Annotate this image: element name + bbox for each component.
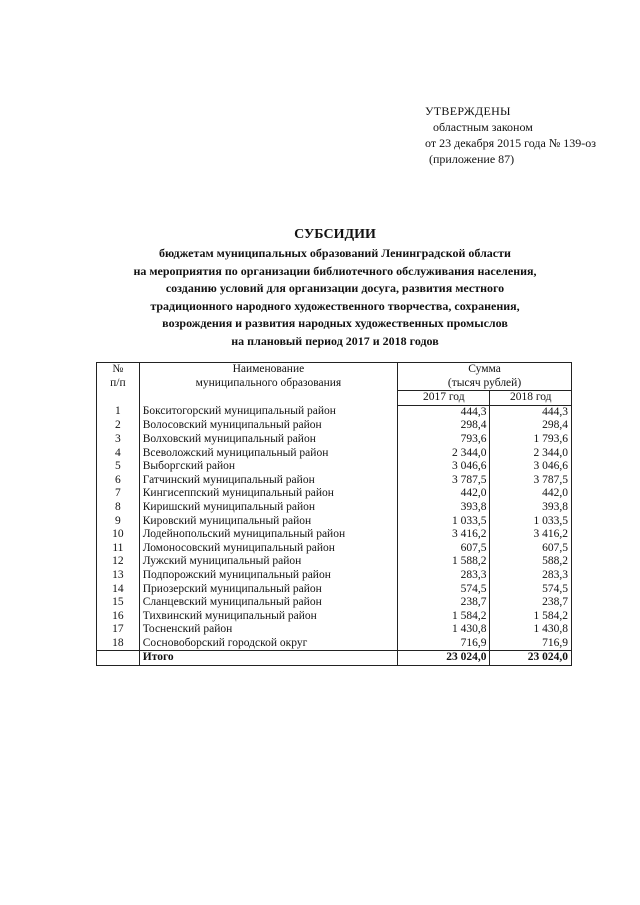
approval-title: УТВЕРЖДЕНЫ: [425, 104, 511, 118]
document-subtitle-line: на мероприятия по организации библиотечного обслуживания населения,: [133, 263, 537, 278]
row-name: Бокситогорский муниципальный район: [139, 405, 397, 419]
total-2017: 23 024,0: [398, 651, 490, 666]
document-title-block: [90, 226, 580, 350]
row-value-2017: 793,6: [398, 433, 490, 447]
total-number-cell: [97, 651, 140, 666]
subsidies-table: [96, 362, 572, 666]
row-value-2018: 283,3: [490, 569, 572, 583]
row-name: Выборгский район: [139, 460, 397, 474]
row-value-2018: 393,8: [490, 501, 572, 515]
header-sum-line1: Сумма: [468, 363, 501, 375]
row-number: 17: [97, 623, 140, 637]
total-label: Итого: [139, 651, 397, 666]
table-row: [97, 433, 572, 447]
table-row: [97, 501, 572, 515]
row-value-2018: 298,4: [490, 419, 572, 433]
row-name: Кингисеппский муниципальный район: [139, 487, 397, 501]
total-row: [97, 651, 572, 666]
row-value-2018: 1 430,8: [490, 623, 572, 637]
row-value-2017: 298,4: [398, 419, 490, 433]
row-number: 11: [97, 542, 140, 556]
table-row: [97, 419, 572, 433]
row-value-2017: 2 344,0: [398, 447, 490, 461]
document-title: СУБСИДИИ: [294, 227, 376, 242]
header-name-line2: муниципального образования: [195, 376, 342, 389]
row-value-2018: 1 033,5: [490, 515, 572, 529]
row-number: 9: [97, 515, 140, 529]
row-value-2017: 442,0: [398, 487, 490, 501]
row-value-2017: 238,7: [398, 596, 490, 610]
row-value-2018: 607,5: [490, 542, 572, 556]
table-body: [97, 405, 572, 651]
row-value-2018: 1 584,2: [490, 610, 572, 624]
row-number: 6: [97, 474, 140, 488]
document-subtitle-line: традиционного народного художественного творчества, сохранения,: [150, 298, 520, 313]
row-number: 14: [97, 583, 140, 597]
row-value-2018: 3 787,5: [490, 474, 572, 488]
table-row: [97, 569, 572, 583]
row-number: 13: [97, 569, 140, 583]
row-number: 4: [97, 447, 140, 461]
header-number-line1: №: [112, 363, 124, 375]
header-year-2017: 2017 год: [398, 391, 490, 406]
approval-date: от 23 декабря 2015 года № 139-оз: [425, 136, 597, 150]
row-value-2017: 393,8: [398, 501, 490, 515]
table-row: [97, 528, 572, 542]
table-row: [97, 596, 572, 610]
table-row: [97, 610, 572, 624]
row-value-2017: 1 430,8: [398, 623, 490, 637]
row-value-2017: 1 584,2: [398, 610, 490, 624]
row-value-2017: 607,5: [398, 542, 490, 556]
row-name: Киришский муниципальный район: [139, 501, 397, 515]
row-value-2017: 1 588,2: [398, 555, 490, 569]
header-name-line1: Наименование: [232, 363, 305, 375]
row-number: 10: [97, 528, 140, 542]
document-subtitle-line: бюджетам муниципальных образований Ленинградской области: [159, 246, 511, 260]
row-value-2018: 716,9: [490, 637, 572, 651]
row-value-2017: 444,3: [398, 405, 490, 419]
row-value-2018: 1 793,6: [490, 433, 572, 447]
table-row: [97, 555, 572, 569]
row-value-2018: 238,7: [490, 596, 572, 610]
document-subtitle-line: созданию условий для организации досуга, развития местного: [165, 281, 505, 295]
row-value-2017: 3 787,5: [398, 474, 490, 488]
row-value-2017: 3 046,6: [398, 460, 490, 474]
row-name: Волховский муниципальный район: [139, 433, 397, 447]
row-number: 7: [97, 487, 140, 501]
row-name: Лодейнопольский муниципальный район: [139, 528, 397, 542]
row-value-2017: 3 416,2: [398, 528, 490, 542]
table-row: [97, 474, 572, 488]
row-value-2018: 442,0: [490, 487, 572, 501]
row-number: 1: [97, 405, 140, 419]
row-value-2017: 574,5: [398, 583, 490, 597]
row-name: Тосненский район: [139, 623, 397, 637]
row-value-2018: 3 416,2: [490, 528, 572, 542]
table-row: [97, 487, 572, 501]
row-value-2017: 1 033,5: [398, 515, 490, 529]
table-header-row: [97, 363, 572, 391]
row-value-2017: 716,9: [398, 637, 490, 651]
table-row: [97, 515, 572, 529]
row-value-2018: 3 046,6: [490, 460, 572, 474]
row-number: 5: [97, 460, 140, 474]
row-number: 3: [97, 433, 140, 447]
approval-stamp: [425, 103, 596, 167]
row-name: Тихвинский муниципальный район: [139, 610, 397, 624]
row-name: Гатчинский муниципальный район: [139, 474, 397, 488]
table-row: [97, 460, 572, 474]
row-value-2017: 283,3: [398, 569, 490, 583]
row-value-2018: 444,3: [490, 405, 572, 419]
document-subtitle-line: на плановый период 2017 и 2018 годов: [231, 333, 439, 348]
row-name: Ломоносовский муниципальный район: [139, 542, 397, 556]
row-name: Сланцевский муниципальный район: [139, 596, 397, 610]
header-year-2018: 2018 год: [490, 391, 572, 406]
row-number: 15: [97, 596, 140, 610]
row-number: 16: [97, 610, 140, 624]
table-row: [97, 623, 572, 637]
row-number: 12: [97, 555, 140, 569]
row-name: Приозерский муниципальный район: [139, 583, 397, 597]
row-name: Лужский муниципальный район: [139, 555, 397, 569]
table-row: [97, 637, 572, 651]
row-number: 8: [97, 501, 140, 515]
row-number: 18: [97, 637, 140, 651]
table-row: [97, 405, 572, 419]
header-name: [139, 363, 397, 406]
header-sum: [398, 363, 572, 391]
row-name: Сосновоборский городской округ: [139, 637, 397, 651]
table-row: [97, 583, 572, 597]
row-value-2018: 2 344,0: [490, 447, 572, 461]
row-name: Волосовский муниципальный район: [139, 419, 397, 433]
row-name: Подпорожский муниципальный район: [139, 569, 397, 583]
total-2018: 23 024,0: [490, 651, 572, 666]
table-row: [97, 447, 572, 461]
row-name: Кировский муниципальный район: [139, 515, 397, 529]
row-number: 2: [97, 419, 140, 433]
table-row: [97, 542, 572, 556]
document-subtitle-line: возрождения и развития народных художественных промыслов: [162, 316, 508, 330]
approval-appendix: (приложение 87): [429, 152, 515, 166]
approval-law: областным законом: [433, 120, 533, 134]
header-sum-line2: (тысяч рублей): [447, 376, 522, 389]
row-name: Всеволожский муниципальный район: [139, 447, 397, 461]
header-number: [97, 363, 140, 406]
row-value-2018: 588,2: [490, 555, 572, 569]
header-number-line2: п/п: [110, 376, 126, 389]
row-value-2018: 574,5: [490, 583, 572, 597]
